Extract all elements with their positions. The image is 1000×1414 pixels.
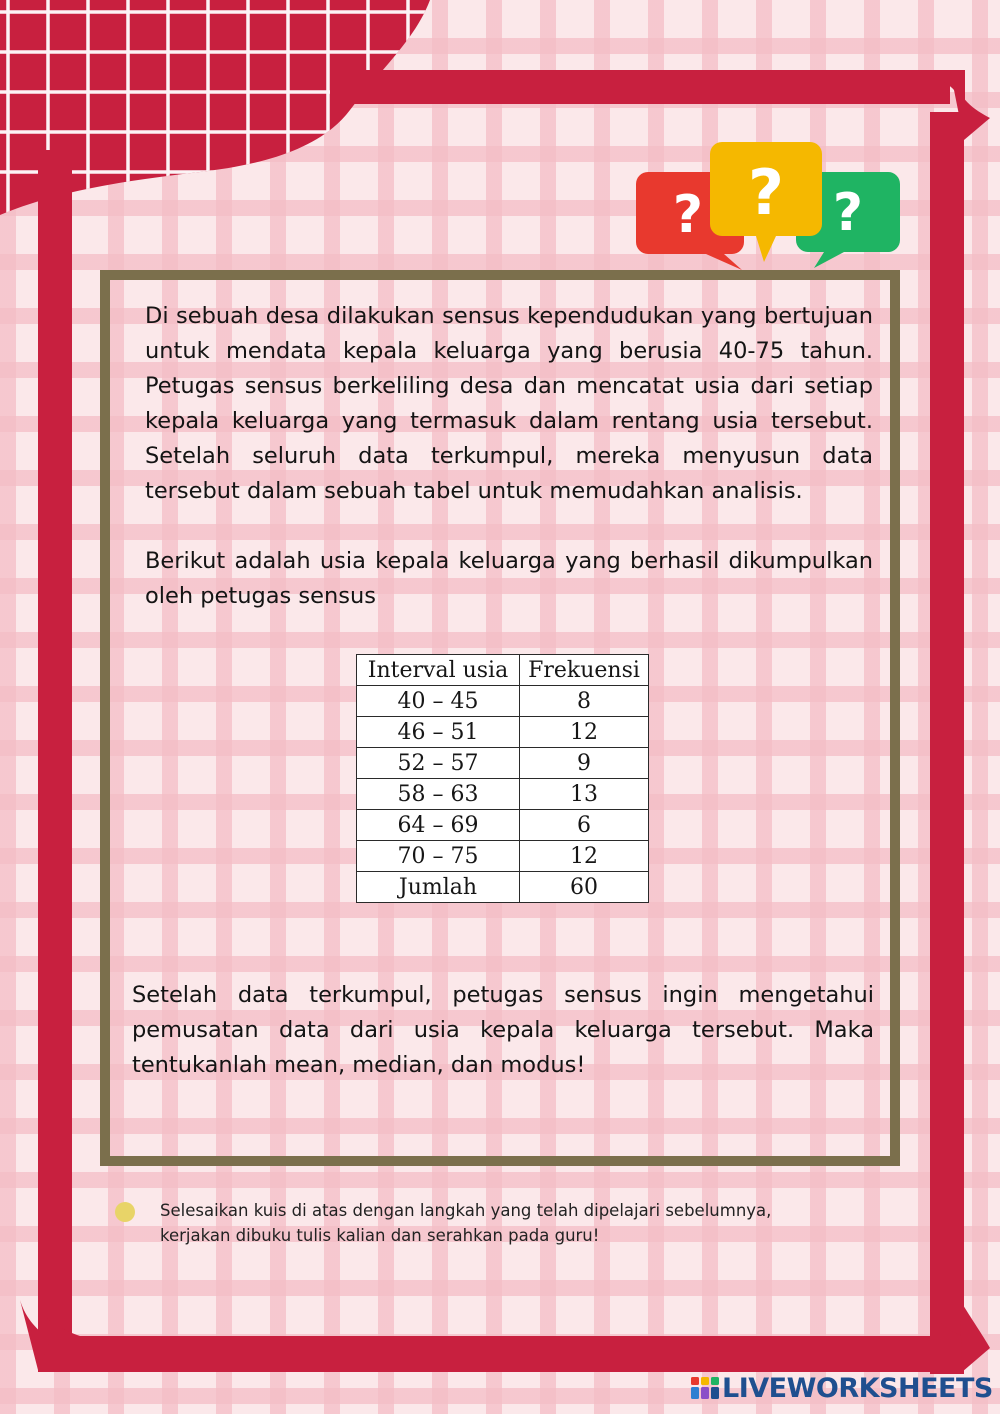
svg-text:?: ?: [748, 156, 784, 229]
content-box: [100, 270, 900, 1166]
header-interval: Interval usia: [357, 655, 520, 686]
table-header-row: [357, 655, 649, 686]
frequency-cell: 12: [520, 841, 649, 872]
svg-text:?: ?: [832, 183, 864, 243]
table-row: [357, 810, 649, 841]
interval-cell: 64 – 69: [357, 810, 520, 841]
lead-paragraph: Berikut adalah usia kepala keluarga yang berhasil dikumpulkan oleh petugas sensus: [145, 548, 873, 609]
table-row: [357, 717, 649, 748]
liveworksheets-mark-icon: [690, 1373, 720, 1403]
interval-cell: 58 – 63: [357, 779, 520, 810]
frequency-table: [356, 654, 649, 903]
frequency-cell: 12: [520, 717, 649, 748]
interval-cell: 46 – 51: [357, 717, 520, 748]
intro-paragraph: Di sebuah desa dilakukan sensus kependudukan yang bertujuan untuk mendata kepala keluarga yang berusia 40-75 tahun. Petugas sensus berkeliling desa dan mencatat usia dari setiap kepala keluarga yang termasuk dalam rentang usia tersebut. Setelah seluruh data terkumpul, mereka menyusun data tersebut dalam sebuah tabel untuk memudahkan analisis.: [145, 303, 873, 504]
header-frequency: Frekuensi: [520, 655, 649, 686]
table-row: [357, 686, 649, 717]
interval-cell: 52 – 57: [357, 748, 520, 779]
instruction-note: Selesaikan kuis di atas dengan langkah yang telah dipelajari sebelumnya, kerjakan dibuku tulis kalian dan serahkan pada guru!: [160, 1201, 772, 1245]
question-paragraph: Setelah data terkumpul, petugas sensus ingin mengetahui pemusatan data dari usia kepala keluarga tersebut. Maka tentukanlah mean, median, dan modus!: [132, 982, 874, 1078]
table-row: [357, 841, 649, 872]
frequency-cell: 9: [520, 748, 649, 779]
brand-name: LIVEWORKSHEETS: [722, 1372, 993, 1404]
table-row: [357, 748, 649, 779]
total-value-cell: 60: [520, 872, 649, 903]
frequency-cell: 13: [520, 779, 649, 810]
question-bubbles: [630, 136, 910, 276]
interval-cell: 70 – 75: [357, 841, 520, 872]
bullet-dot-icon: [115, 1202, 135, 1222]
table-total-row: [357, 872, 649, 903]
total-label-cell: Jumlah: [357, 872, 520, 903]
table-row: [357, 779, 649, 810]
frequency-cell: 8: [520, 686, 649, 717]
interval-cell: 40 – 45: [357, 686, 520, 717]
liveworksheets-logo: [690, 1372, 993, 1404]
frequency-cell: 6: [520, 810, 649, 841]
svg-text:?: ?: [672, 185, 704, 245]
